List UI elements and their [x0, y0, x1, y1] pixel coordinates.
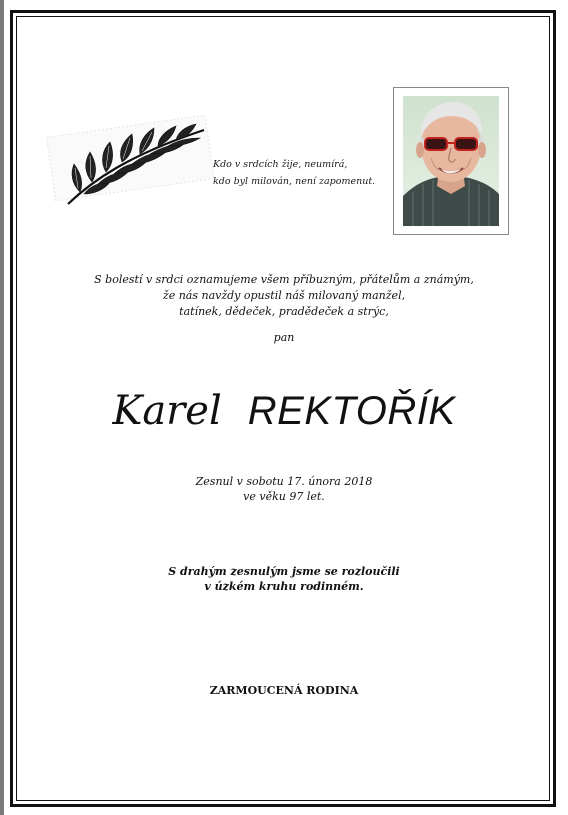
announcement-line-1: S bolestí v srdci oznamujeme všem příbuzným, přátelům a známým, — [94, 273, 474, 286]
deceased-name — [0, 386, 568, 436]
deceased-last-name: REKTOŘÍK — [247, 389, 456, 433]
portrait-photo — [403, 96, 499, 226]
portrait-frame — [393, 87, 509, 235]
death-notice-line-1: Zesnul v sobotu 17. února 2018 — [195, 475, 373, 488]
honorific: pan — [273, 331, 295, 344]
death-notice — [0, 474, 568, 504]
farewell-notice — [0, 564, 568, 594]
farewell-line-2: v úzkém kruhu rodinném. — [204, 580, 364, 593]
announcement-text — [0, 272, 568, 320]
palm-branch-icon — [46, 104, 214, 208]
motto-line-2: kdo byl milován, není zapomenut. — [213, 176, 376, 187]
announcement-line-3: tatínek, dědeček, pradědeček a strýc, — [179, 305, 389, 318]
announcement-line-2: že nás navždy opustil náš milovaný manžel, — [162, 289, 406, 302]
farewell-line-1: S drahým zesnulým jsme se rozloučili — [168, 565, 400, 578]
family-signature: ZARMOUCENÁ RODINA — [209, 684, 359, 697]
memorial-motto — [213, 156, 375, 190]
death-notice-line-2: ve věku 97 let. — [243, 490, 325, 503]
deceased-first-name: Karel — [112, 388, 222, 434]
motto-line-1: Kdo v srdcích žije, neumírá, — [213, 159, 348, 170]
